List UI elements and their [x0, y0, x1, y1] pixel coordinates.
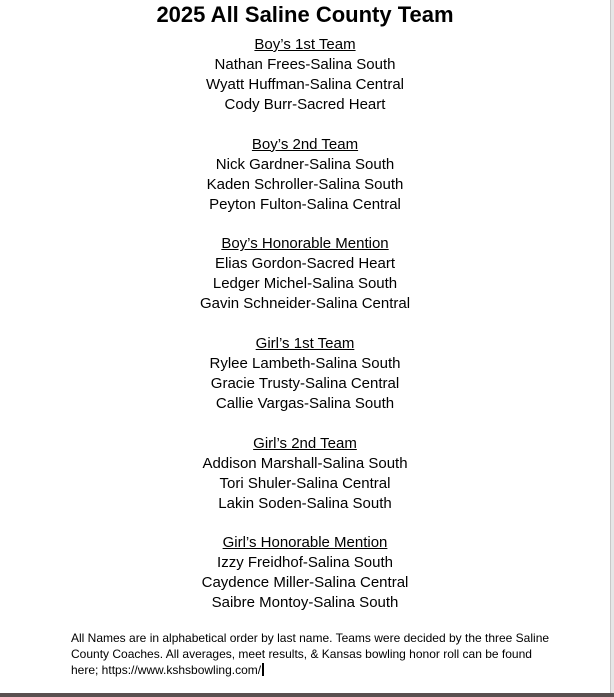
player-entry: Nathan Frees-Salina South [214, 56, 396, 73]
section-heading: Boy’s 2nd Team [251, 135, 359, 153]
player-entry: Gracie Trusty-Salina Central [210, 375, 400, 393]
section-heading: Girl’s Honorable Mention [222, 534, 388, 552]
team-sections [0, 35, 610, 633]
player-entry: Cody Burr-Sacred Heart [224, 96, 386, 113]
section-heading: Girl’s 2nd Team [253, 434, 357, 452]
text-cursor [262, 663, 264, 676]
page-right-edge [610, 0, 614, 697]
footnote-paragraph[interactable] [71, 630, 551, 678]
player-entry: Peyton Fulton-Salina Central [209, 195, 401, 213]
page-title: 2025 All Saline County Team [156, 2, 454, 27]
player-entry: Izzy Freidhof-Salina South [217, 554, 393, 572]
player-entry: Elias Gordon-Sacred Heart [214, 255, 396, 273]
page-bottom-edge [0, 693, 614, 697]
section-heading: Boy’s 1st Team [254, 36, 356, 53]
footnote-text: All Names are in alphabetical order by last name. Teams were decided by the three Saline County Coaches. All averages, meet results, & Kansas bowling honor roll can be found here; https://www.kshsbowling.com/ [71, 631, 550, 677]
player-entry: Caydence Miller-Salina Central [201, 574, 409, 592]
player-entry: Lakin Soden-Salina South [218, 494, 392, 512]
player-entry: Callie Vargas-Salina South [215, 395, 395, 413]
section-boys-1st-team [0, 35, 610, 115]
section-girls-2nd-team [0, 434, 610, 514]
section-boys-honorable-mention [0, 234, 610, 314]
section-heading: Boy’s Honorable Mention [221, 235, 389, 253]
section-boys-2nd-team [0, 135, 610, 215]
player-entry: Kaden Schroller-Salina South [206, 175, 404, 193]
player-entry: Wyatt Huffman-Salina Central [205, 76, 404, 93]
player-entry: Gavin Schneider-Salina Central [199, 295, 411, 313]
player-entry: Addison Marshall-Salina South [202, 454, 408, 472]
player-entry: Ledger Michel-Salina South [212, 275, 398, 293]
player-entry: Rylee Lambeth-Salina South [209, 355, 401, 373]
player-entry: Tori Shuler-Salina Central [219, 474, 391, 492]
section-girls-honorable-mention [0, 533, 610, 613]
player-entry: Saibre Montoy-Salina South [211, 594, 399, 612]
player-entry: Nick Gardner-Salina South [215, 155, 395, 173]
section-heading: Girl’s 1st Team [255, 335, 355, 353]
section-girls-1st-team [0, 334, 610, 414]
